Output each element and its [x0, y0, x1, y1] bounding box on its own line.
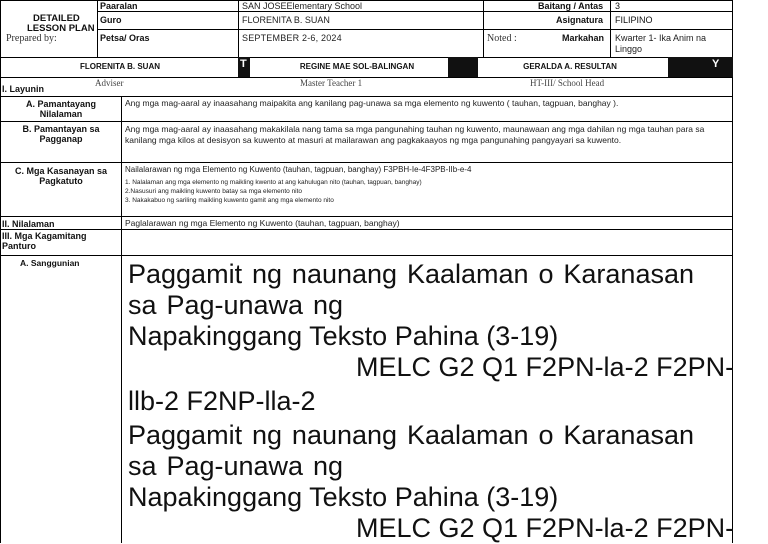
- sanggunian-line-9: MELC G2 Q1 F2PN-la-2 F2PN-: [356, 513, 735, 543]
- signature-block-right: [668, 57, 733, 77]
- signature-adviser-role: Adviser: [95, 78, 124, 88]
- kasanayan-item-3: 3. Nakakabuo ng sariling maikling kuwento gamit ang mga elemento nito: [125, 197, 334, 204]
- pamantayang-nilalaman-label: A. Pamantayang Nilalaman: [25, 99, 97, 119]
- kasanayan-label: C. Mga Kasanayan sa Pagkatuto: [14, 166, 108, 186]
- rule-col-b: [238, 0, 239, 57]
- rule-a: [0, 121, 733, 122]
- sanggunian-line-3: Napakinggang Teksto Pahina (3-19): [128, 321, 559, 351]
- signature-head-name: GERALDA A. RESULTAN: [523, 62, 617, 71]
- rule-col-d: [610, 0, 611, 57]
- petsa-value: SEPTEMBER 2-6, 2024: [242, 33, 342, 43]
- asignatura-label: Asignatura: [556, 15, 604, 25]
- sanggunian-line-8: Napakinggang Teksto Pahina (3-19): [128, 482, 559, 512]
- signature-adviser-name: FLORENITA B. SUAN: [80, 62, 160, 71]
- sanggunian-line-4: MELC G2 Q1 F2PN-la-2 F2PN-: [356, 352, 735, 382]
- paaralan-label: Paaralan: [100, 1, 138, 11]
- kasanayan-item-1: 1. Nalalaman ang mga elemento ng maikling kwento at ang kahulugan nito (tauhan, tagpuan, banghay): [125, 179, 422, 186]
- sanggunian-line-2: sa Pag-unawa ng: [128, 290, 343, 320]
- rule-c: [0, 216, 733, 217]
- signature-block-letter: T: [240, 58, 247, 70]
- signature-master-name: REGINE MAE SOL-BALINGAN: [299, 62, 415, 71]
- markahan-label: Markahan: [562, 33, 605, 43]
- sanggunian-line-5: llb-2 F2NP-lla-2: [128, 386, 316, 416]
- prepared-by-label: Prepared by:: [6, 33, 57, 44]
- nilalaman-label: II. Nilalaman: [2, 219, 55, 229]
- pamantayan-pagganap-text: Ang mga mag-aaral ay inaasahang makakilala nang tama sa mga pangunahing tauhan ng kuwento, maunawaan ang mga dahilan ng mga tauhan para sa kanilang mga kilos at desisyon sa kuwento at masuri at mailarawan ang pagkakaayos ng mga pangunahing pangyayari sa kuwento.: [125, 124, 705, 145]
- kagamitang-panturo-label: III. Mga Kagamitang Panturo: [2, 231, 87, 251]
- rule-col-a: [97, 0, 98, 57]
- rule-iii: [0, 255, 733, 256]
- noted-label: Noted :: [487, 33, 517, 44]
- signature-head-role: HT-III/ School Head: [530, 78, 605, 88]
- detailed-label: DETAILED: [33, 13, 80, 24]
- sanggunian-line-1: Paggamit ng naunang Kaalaman o Karanasan: [128, 259, 694, 289]
- paaralan-value: SAN JOSEElementary School: [242, 1, 363, 11]
- asignatura-value: FILIPINO: [615, 15, 653, 25]
- kasanayan-item-2: 2.Nasusuri ang maikling kuwento batay sa mga elemento nito: [125, 188, 303, 195]
- layunin-heading: I. Layunin: [2, 84, 45, 94]
- lesson-plan-label: LESSON PLAN: [27, 23, 95, 34]
- rule-header-3: [0, 57, 733, 58]
- sanggunian-line-7: sa Pag-unawa ng: [128, 451, 343, 481]
- rule-right: [732, 0, 733, 543]
- guro-value: FLORENITA B. SUAN: [242, 15, 330, 25]
- rule-b: [0, 162, 733, 163]
- rule-left: [0, 0, 1, 543]
- baitang-value: 3: [615, 1, 621, 11]
- pamantayang-nilalaman-text: Ang mga mag-aaral ay inaasahang maipakita ang kanilang pag-unawa sa mga elemento ng kuwento ( tauhan, tagpuan, banghay ).: [125, 98, 619, 108]
- rule-col-label: [121, 96, 122, 543]
- rule-ii: [0, 229, 733, 230]
- rule-header-1: [97, 11, 733, 12]
- nilalaman-text: Paglalarawan ng mga Elemento ng Kuwento (tauhan, tagpuan, banghay): [125, 218, 400, 228]
- signature-master-role: Master Teacher 1: [300, 78, 363, 88]
- sanggunian-line-6: Paggamit ng naunang Kaalaman o Karanasan: [128, 420, 694, 450]
- signature-block-mid: [448, 57, 478, 77]
- guro-label: Guro: [100, 15, 122, 25]
- rule-layunin: [0, 96, 733, 97]
- kasanayan-text: Nailalarawan ng mga Elemento ng Kuwento (tauhan, tagpuan, banghay) F3PBH-Ie-4F3PB-IIb-e-4: [125, 165, 472, 174]
- rule-header-2: [97, 29, 733, 30]
- sanggunian-label: A. Sanggunian: [20, 258, 80, 268]
- baitang-label: Baitang / Antas: [538, 1, 604, 11]
- pamantayan-pagganap-label: B. Pamantayan sa Pagganap: [22, 124, 100, 144]
- signature-block-suffix: Y: [712, 58, 720, 70]
- petsa-label: Petsa/ Oras: [100, 33, 150, 43]
- rule-col-c: [483, 0, 484, 57]
- markahan-value: Kwarter 1- Ika Anim na Linggo: [615, 33, 707, 54]
